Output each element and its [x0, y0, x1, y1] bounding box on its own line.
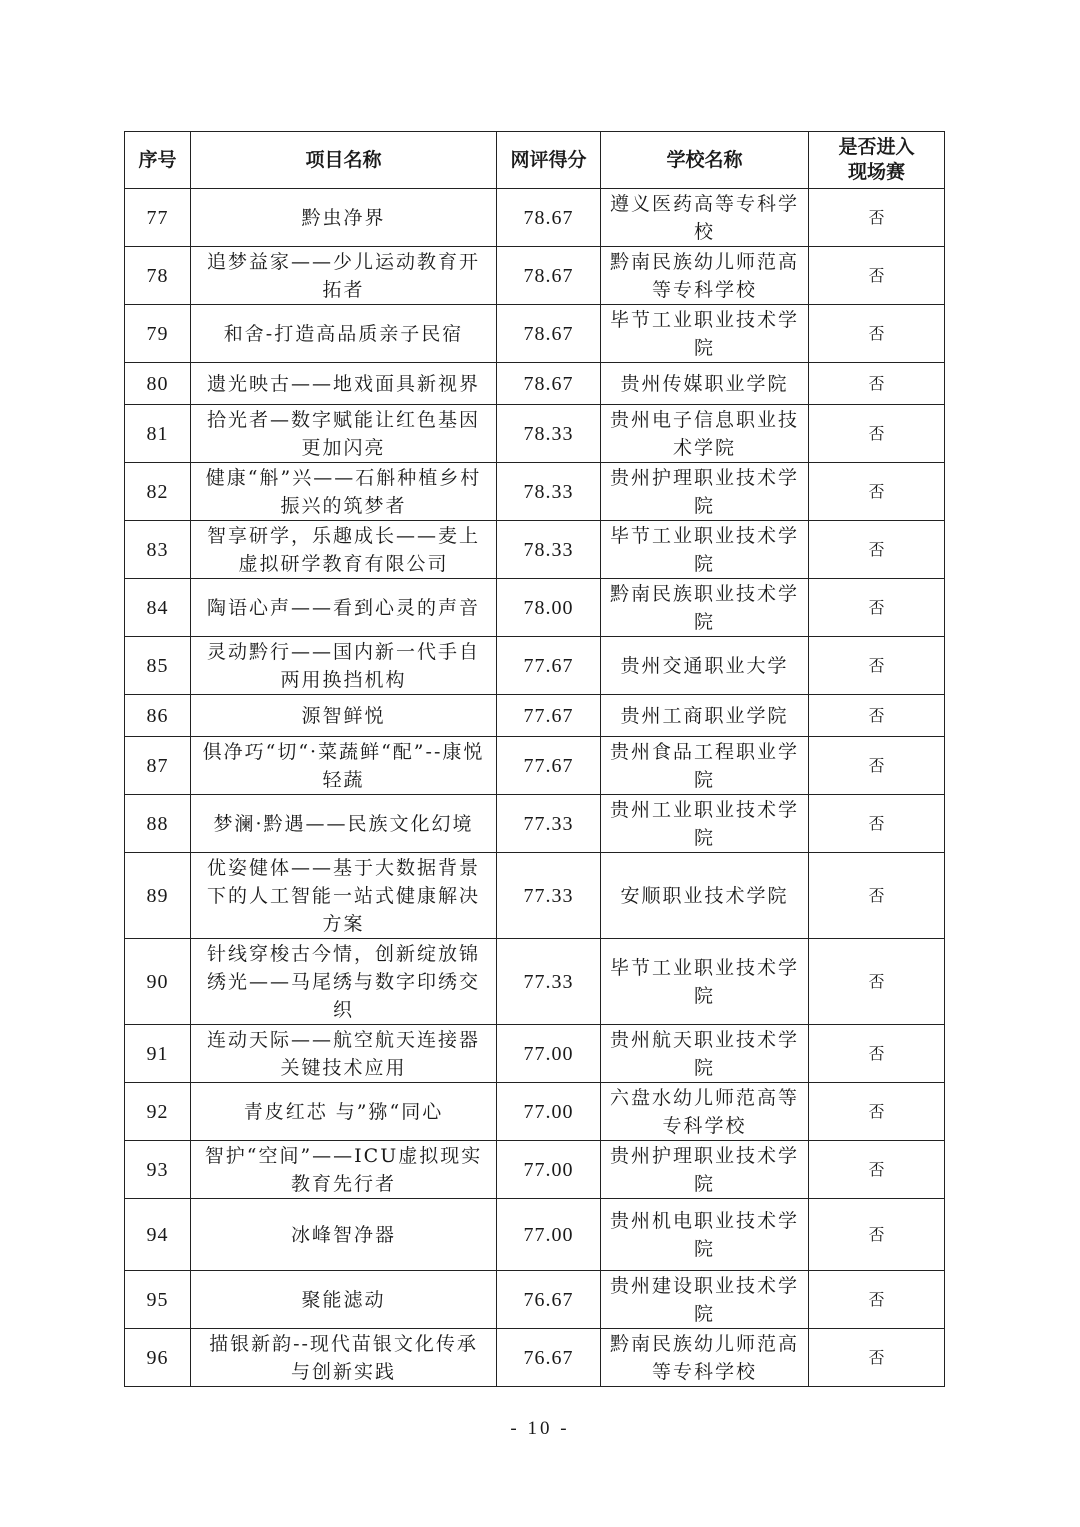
school-name-cell: 毕节工业职业技术学院	[601, 939, 809, 1025]
table-row	[125, 405, 945, 463]
school-name-cell: 贵州工商职业学院	[601, 695, 809, 737]
project-name-cell: 梦澜·黔遇——民族文化幻境	[191, 795, 497, 853]
table-row	[125, 637, 945, 695]
school-name-cell: 贵州航天职业技术学院	[601, 1025, 809, 1083]
advance-cell: 否	[809, 363, 945, 405]
seq-cell: 84	[125, 579, 191, 637]
school-name-cell: 安顺职业技术学院	[601, 853, 809, 939]
seq-cell: 83	[125, 521, 191, 579]
project-name-cell: 和舍-打造高品质亲子民宿	[191, 305, 497, 363]
score-cell: 78.33	[497, 521, 601, 579]
seq-cell: 79	[125, 305, 191, 363]
advance-cell: 否	[809, 1083, 945, 1141]
seq-cell: 77	[125, 189, 191, 247]
advance-cell: 否	[809, 737, 945, 795]
project-name-cell: 俱净巧“切“·菜蔬鲜“配”--康悦轻蔬	[191, 737, 497, 795]
advance-cell: 否	[809, 463, 945, 521]
project-name-cell: 拾光者—数字赋能让红色基因更加闪亮	[191, 405, 497, 463]
score-cell: 76.67	[497, 1271, 601, 1329]
school-name-cell: 毕节工业职业技术学院	[601, 521, 809, 579]
project-name-cell: 遗光映古——地戏面具新视界	[191, 363, 497, 405]
seq-cell: 80	[125, 363, 191, 405]
seq-cell: 85	[125, 637, 191, 695]
advance-cell: 否	[809, 939, 945, 1025]
advance-cell: 否	[809, 1271, 945, 1329]
table-body	[125, 189, 945, 1387]
school-name-cell: 贵州传媒职业学院	[601, 363, 809, 405]
score-cell: 78.33	[497, 463, 601, 521]
school-name-cell: 贵州交通职业大学	[601, 637, 809, 695]
score-cell: 77.00	[497, 1141, 601, 1199]
project-name-cell: 青皮红芯 与”猕“同心	[191, 1083, 497, 1141]
table-row	[125, 1271, 945, 1329]
score-cell: 77.00	[497, 1199, 601, 1271]
advance-cell: 否	[809, 305, 945, 363]
score-cell: 77.67	[497, 695, 601, 737]
project-name-cell: 陶语心声——看到心灵的声音	[191, 579, 497, 637]
score-cell: 77.33	[497, 939, 601, 1025]
table-row	[125, 795, 945, 853]
project-name-cell: 灵动黔行——国内新一代手自两用换挡机构	[191, 637, 497, 695]
table-row	[125, 695, 945, 737]
score-cell: 77.33	[497, 795, 601, 853]
seq-cell: 96	[125, 1329, 191, 1387]
school-name-cell: 贵州护理职业技术学院	[601, 1141, 809, 1199]
advance-cell: 否	[809, 853, 945, 939]
project-name-cell: 智护“空间”——ICU虚拟现实教育先行者	[191, 1141, 497, 1199]
header-project: 项目名称	[191, 132, 497, 189]
header-school: 学校名称	[601, 132, 809, 189]
advance-cell: 否	[809, 1141, 945, 1199]
advance-cell: 否	[809, 247, 945, 305]
school-name-cell: 黔南民族幼儿师范高等专科学校	[601, 247, 809, 305]
advance-cell: 否	[809, 1025, 945, 1083]
school-name-cell: 黔南民族职业技术学院	[601, 579, 809, 637]
project-name-cell: 针线穿梭古今情，创新绽放锦绣光——马尾绣与数字印绣交织	[191, 939, 497, 1025]
school-name-cell: 贵州护理职业技术学院	[601, 463, 809, 521]
header-advance	[809, 132, 945, 189]
table-row	[125, 939, 945, 1025]
score-cell: 78.67	[497, 189, 601, 247]
table-row	[125, 521, 945, 579]
table-row	[125, 853, 945, 939]
seq-cell: 88	[125, 795, 191, 853]
table-row	[125, 363, 945, 405]
seq-cell: 86	[125, 695, 191, 737]
project-name-cell: 健康“斛”兴——石斛种植乡村振兴的筑梦者	[191, 463, 497, 521]
seq-cell: 91	[125, 1025, 191, 1083]
seq-cell: 87	[125, 737, 191, 795]
project-name-cell: 追梦益家——少儿运动教育开拓者	[191, 247, 497, 305]
seq-cell: 89	[125, 853, 191, 939]
advance-cell: 否	[809, 189, 945, 247]
score-cell: 77.00	[497, 1083, 601, 1141]
score-cell: 77.67	[497, 737, 601, 795]
score-table	[124, 131, 945, 1387]
school-name-cell: 贵州工业职业技术学院	[601, 795, 809, 853]
table-row	[125, 737, 945, 795]
seq-cell: 94	[125, 1199, 191, 1271]
school-name-cell: 黔南民族幼儿师范高等专科学校	[601, 1329, 809, 1387]
project-name-cell: 冰峰智净器	[191, 1199, 497, 1271]
project-name-cell: 描银新韵--现代苗银文化传承与创新实践	[191, 1329, 497, 1387]
seq-cell: 81	[125, 405, 191, 463]
advance-cell: 否	[809, 695, 945, 737]
page-number: - 10 -	[510, 1418, 570, 1439]
score-cell: 77.33	[497, 853, 601, 939]
advance-cell: 否	[809, 521, 945, 579]
advance-cell: 否	[809, 637, 945, 695]
score-cell: 76.67	[497, 1329, 601, 1387]
school-name-cell: 贵州食品工程职业学院	[601, 737, 809, 795]
table-row	[125, 1329, 945, 1387]
school-name-cell: 遵义医药高等专科学校	[601, 189, 809, 247]
score-cell: 78.67	[497, 247, 601, 305]
score-cell: 77.67	[497, 637, 601, 695]
table-row	[125, 189, 945, 247]
score-cell: 78.67	[497, 363, 601, 405]
table-row	[125, 305, 945, 363]
table-row	[125, 1025, 945, 1083]
school-name-cell: 毕节工业职业技术学院	[601, 305, 809, 363]
project-name-cell: 智享研学，乐趣成长——麦上虚拟研学教育有限公司	[191, 521, 497, 579]
school-name-cell: 贵州机电职业技术学院	[601, 1199, 809, 1271]
advance-cell: 否	[809, 795, 945, 853]
table-row	[125, 463, 945, 521]
seq-cell: 95	[125, 1271, 191, 1329]
seq-cell: 93	[125, 1141, 191, 1199]
project-name-cell: 优姿健体——基于大数据背景下的人工智能一站式健康解决方案	[191, 853, 497, 939]
school-name-cell: 六盘水幼儿师范高等专科学校	[601, 1083, 809, 1141]
advance-cell: 否	[809, 579, 945, 637]
project-name-cell: 连动天际——航空航天连接器关键技术应用	[191, 1025, 497, 1083]
advance-cell: 否	[809, 1329, 945, 1387]
header-seq: 序号	[125, 132, 191, 189]
table-row	[125, 1199, 945, 1271]
table-row	[125, 1083, 945, 1141]
table-row	[125, 579, 945, 637]
table-row	[125, 247, 945, 305]
seq-cell: 78	[125, 247, 191, 305]
advance-cell: 否	[809, 405, 945, 463]
seq-cell: 90	[125, 939, 191, 1025]
project-name-cell: 黔虫净界	[191, 189, 497, 247]
score-cell: 78.33	[497, 405, 601, 463]
score-cell: 77.00	[497, 1025, 601, 1083]
project-name-cell: 聚能滤动	[191, 1271, 497, 1329]
seq-cell: 92	[125, 1083, 191, 1141]
seq-cell: 82	[125, 463, 191, 521]
school-name-cell: 贵州电子信息职业技术学院	[601, 405, 809, 463]
school-name-cell: 贵州建设职业技术学院	[601, 1271, 809, 1329]
score-cell: 78.00	[497, 579, 601, 637]
advance-cell: 否	[809, 1199, 945, 1271]
header-advance-label: 是否进入 现场赛	[838, 136, 915, 183]
table-row	[125, 1141, 945, 1199]
project-name-cell: 源智鲜悦	[191, 695, 497, 737]
header-score: 网评得分	[497, 132, 601, 189]
score-cell: 78.67	[497, 305, 601, 363]
table-header-row	[125, 132, 945, 189]
